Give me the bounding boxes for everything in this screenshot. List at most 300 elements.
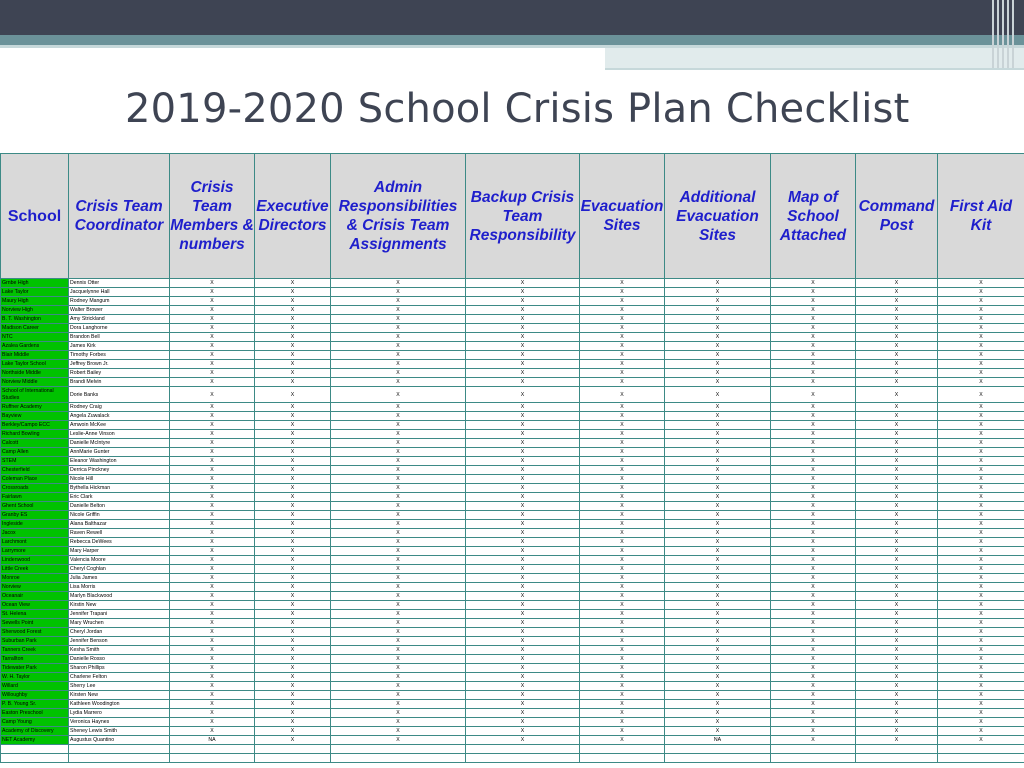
check-mark: X — [466, 333, 580, 342]
check-mark: X — [466, 646, 580, 655]
check-mark: X — [255, 457, 331, 466]
check-mark: X — [938, 691, 1024, 700]
check-mark: X — [665, 466, 771, 475]
check-mark: X — [466, 628, 580, 637]
check-mark: X — [665, 628, 771, 637]
school-name: Granby ES — [1, 511, 69, 520]
check-mark: X — [771, 628, 856, 637]
check-mark: X — [331, 583, 466, 592]
check-mark: X — [255, 439, 331, 448]
check-mark: X — [938, 439, 1024, 448]
table-row — [1, 583, 1024, 592]
empty-cell — [466, 745, 580, 754]
check-mark: X — [938, 403, 1024, 412]
check-mark: X — [938, 475, 1024, 484]
header-crisis-team-coordinator: Crisis Team Coordinator — [69, 154, 170, 279]
check-mark: X — [255, 556, 331, 565]
check-mark: X — [466, 556, 580, 565]
coordinator-name: AnnMarie Gunter — [69, 448, 170, 457]
check-mark: X — [255, 502, 331, 511]
check-mark: X — [580, 457, 665, 466]
check-mark: X — [170, 547, 255, 556]
check-mark: X — [771, 511, 856, 520]
check-mark: X — [665, 351, 771, 360]
coordinator-name: Dorie Banks — [69, 387, 170, 403]
coordinator-name: Lisa Morris — [69, 583, 170, 592]
check-mark: X — [466, 466, 580, 475]
coordinator-name: Angela Zuwalack — [69, 412, 170, 421]
table-row — [1, 369, 1024, 378]
check-mark: X — [938, 493, 1024, 502]
check-mark: X — [938, 279, 1024, 288]
table-row — [1, 673, 1024, 682]
coordinator-name: Mary Wruchen — [69, 619, 170, 628]
check-mark: X — [856, 342, 938, 351]
check-mark: X — [856, 369, 938, 378]
check-mark: X — [331, 387, 466, 403]
empty-cell — [580, 745, 665, 754]
check-mark: X — [170, 288, 255, 297]
check-mark: X — [856, 297, 938, 306]
check-mark: X — [938, 288, 1024, 297]
check-mark: X — [466, 484, 580, 493]
check-mark: X — [331, 592, 466, 601]
check-mark: X — [665, 691, 771, 700]
check-mark: X — [255, 430, 331, 439]
check-mark: X — [771, 736, 856, 745]
check-mark: X — [580, 655, 665, 664]
check-mark: X — [331, 448, 466, 457]
coordinator-name: Kesha Smith — [69, 646, 170, 655]
check-mark: X — [170, 556, 255, 565]
coordinator-name: Alana Balthazar — [69, 520, 170, 529]
check-mark: X — [938, 387, 1024, 403]
school-name: Willard — [1, 682, 69, 691]
table-row — [1, 502, 1024, 511]
check-mark: X — [665, 315, 771, 324]
check-mark: X — [331, 288, 466, 297]
check-mark: X — [938, 378, 1024, 387]
check-mark: X — [170, 421, 255, 430]
coordinator-name: Sharon Phillips — [69, 664, 170, 673]
check-mark: X — [771, 378, 856, 387]
check-mark: X — [255, 547, 331, 556]
check-mark: X — [170, 484, 255, 493]
school-name: Maury High — [1, 297, 69, 306]
check-mark: X — [331, 511, 466, 520]
check-mark: X — [771, 466, 856, 475]
check-mark: X — [580, 369, 665, 378]
check-mark: X — [580, 700, 665, 709]
school-name: Ocean View — [1, 601, 69, 610]
check-mark: X — [170, 279, 255, 288]
check-mark: X — [665, 475, 771, 484]
check-mark: X — [255, 360, 331, 369]
check-mark: X — [170, 637, 255, 646]
table-row — [1, 574, 1024, 583]
coordinator-name: Sherry Lee — [69, 682, 170, 691]
check-mark: X — [938, 709, 1024, 718]
check-mark: X — [771, 324, 856, 333]
check-mark: X — [771, 538, 856, 547]
empty-cell — [771, 745, 856, 754]
check-mark: X — [771, 637, 856, 646]
table-row — [1, 529, 1024, 538]
check-mark: X — [255, 412, 331, 421]
check-mark: X — [170, 601, 255, 610]
check-mark: X — [255, 466, 331, 475]
check-mark: X — [580, 520, 665, 529]
check-mark: X — [331, 439, 466, 448]
check-mark: X — [170, 538, 255, 547]
check-mark: X — [331, 342, 466, 351]
check-mark: X — [331, 360, 466, 369]
coordinator-name: Nicole Hill — [69, 475, 170, 484]
check-mark: X — [665, 457, 771, 466]
check-mark: X — [665, 369, 771, 378]
coordinator-name: Danielle Belton — [69, 502, 170, 511]
table-row — [1, 556, 1024, 565]
check-mark: X — [938, 619, 1024, 628]
check-mark: X — [170, 646, 255, 655]
check-mark: X — [170, 360, 255, 369]
check-mark: X — [771, 493, 856, 502]
table-row — [1, 547, 1024, 556]
empty-cell — [331, 745, 466, 754]
check-mark: X — [771, 583, 856, 592]
check-mark: X — [771, 574, 856, 583]
check-mark: X — [665, 520, 771, 529]
check-mark: X — [580, 601, 665, 610]
check-mark: X — [331, 727, 466, 736]
table-row — [1, 718, 1024, 727]
check-mark: X — [938, 333, 1024, 342]
check-mark: X — [856, 700, 938, 709]
header-admin-responsibilities: Admin Responsibilities & Crisis Team Assignments — [331, 154, 466, 279]
check-mark: X — [255, 306, 331, 315]
check-mark: X — [580, 360, 665, 369]
coordinator-name: Brandon Bell — [69, 333, 170, 342]
check-mark: X — [771, 421, 856, 430]
school-name: Blair Middle — [1, 351, 69, 360]
table-row — [1, 439, 1024, 448]
check-mark: X — [856, 315, 938, 324]
school-name: Bayview — [1, 412, 69, 421]
check-mark: X — [466, 439, 580, 448]
top-banner — [0, 0, 1024, 35]
empty-cell — [170, 745, 255, 754]
school-name: Little Creek — [1, 565, 69, 574]
check-mark: X — [665, 511, 771, 520]
check-mark: X — [771, 556, 856, 565]
check-mark: X — [331, 547, 466, 556]
check-mark: X — [331, 493, 466, 502]
check-mark: X — [255, 673, 331, 682]
coordinator-name: Jeffrey Brown Jr. — [69, 360, 170, 369]
check-mark: X — [856, 547, 938, 556]
check-mark: X — [771, 502, 856, 511]
check-mark: X — [331, 430, 466, 439]
check-mark: X — [255, 520, 331, 529]
school-name: Tanners Creek — [1, 646, 69, 655]
check-mark: X — [856, 360, 938, 369]
school-name: Crossroads — [1, 484, 69, 493]
check-mark: X — [170, 378, 255, 387]
check-mark: X — [856, 655, 938, 664]
check-mark: X — [170, 511, 255, 520]
coordinator-name: Lydia Marrero — [69, 709, 170, 718]
check-mark: X — [466, 448, 580, 457]
check-mark: X — [665, 529, 771, 538]
check-mark: X — [771, 297, 856, 306]
table-row — [1, 475, 1024, 484]
check-mark: X — [580, 315, 665, 324]
empty-cell — [255, 745, 331, 754]
check-mark: X — [856, 520, 938, 529]
coordinator-name: Jennifer Benson — [69, 637, 170, 646]
check-mark: X — [170, 610, 255, 619]
coordinator-name: Kathleen Woodington — [69, 700, 170, 709]
check-mark: X — [170, 718, 255, 727]
table-row — [1, 709, 1024, 718]
check-mark: X — [938, 511, 1024, 520]
check-mark: X — [856, 306, 938, 315]
school-name: Richard Bowling — [1, 430, 69, 439]
coordinator-name: Cheryl Jordan — [69, 628, 170, 637]
check-mark: NA — [170, 736, 255, 745]
check-mark: X — [255, 664, 331, 673]
check-mark: X — [856, 583, 938, 592]
check-mark: X — [938, 412, 1024, 421]
check-mark: X — [331, 646, 466, 655]
check-mark: X — [938, 583, 1024, 592]
check-mark: X — [580, 297, 665, 306]
check-mark: X — [856, 502, 938, 511]
check-mark: X — [938, 538, 1024, 547]
table-row — [1, 351, 1024, 360]
check-mark: X — [331, 466, 466, 475]
check-mark: X — [170, 700, 255, 709]
check-mark: X — [580, 637, 665, 646]
check-mark: X — [665, 619, 771, 628]
table-row — [1, 628, 1024, 637]
school-name: Ingleside — [1, 520, 69, 529]
header-crisis-team-members: Crisis Team Members & numbers — [170, 154, 255, 279]
check-mark: X — [771, 565, 856, 574]
check-mark: X — [580, 583, 665, 592]
coordinator-name: Jennifer Trapani — [69, 610, 170, 619]
check-mark: X — [170, 466, 255, 475]
check-mark: X — [938, 369, 1024, 378]
check-mark: X — [255, 529, 331, 538]
check-mark: X — [466, 619, 580, 628]
school-name: NTC — [1, 333, 69, 342]
check-mark: X — [466, 360, 580, 369]
check-mark: X — [580, 502, 665, 511]
check-mark: X — [466, 457, 580, 466]
check-mark: X — [466, 421, 580, 430]
school-name: Camp Allen — [1, 448, 69, 457]
check-mark: X — [580, 547, 665, 556]
slide-title: 2019-2020 School Crisis Plan Checklist — [125, 86, 910, 132]
check-mark: X — [255, 493, 331, 502]
check-mark: X — [665, 430, 771, 439]
school-name: Ghent School — [1, 502, 69, 511]
check-mark: X — [580, 619, 665, 628]
check-mark: X — [856, 333, 938, 342]
coordinator-name: Eleanor Washington — [69, 457, 170, 466]
check-mark: X — [331, 709, 466, 718]
check-mark: X — [665, 360, 771, 369]
check-mark: X — [466, 342, 580, 351]
check-mark: X — [938, 673, 1024, 682]
empty-cell — [580, 754, 665, 763]
table-row — [1, 333, 1024, 342]
check-mark: X — [665, 403, 771, 412]
check-mark: X — [255, 351, 331, 360]
table-row — [1, 565, 1024, 574]
table-row — [1, 520, 1024, 529]
check-mark: X — [466, 529, 580, 538]
check-mark: X — [580, 351, 665, 360]
coordinator-name: Robert Bailey — [69, 369, 170, 378]
check-mark: X — [665, 547, 771, 556]
check-mark: X — [255, 378, 331, 387]
table-row — [1, 421, 1024, 430]
check-mark: X — [255, 700, 331, 709]
check-mark: X — [170, 574, 255, 583]
check-mark: X — [580, 324, 665, 333]
school-name: Ruffner Academy — [1, 403, 69, 412]
check-mark: X — [938, 502, 1024, 511]
check-mark: X — [466, 493, 580, 502]
check-mark: X — [938, 664, 1024, 673]
check-mark: X — [938, 324, 1024, 333]
check-mark: X — [255, 297, 331, 306]
check-mark: X — [255, 709, 331, 718]
check-mark: X — [665, 306, 771, 315]
check-mark: X — [170, 333, 255, 342]
check-mark: X — [331, 297, 466, 306]
check-mark: X — [170, 664, 255, 673]
check-mark: X — [580, 511, 665, 520]
check-mark: X — [331, 691, 466, 700]
check-mark: X — [331, 700, 466, 709]
check-mark: X — [466, 601, 580, 610]
header-map-of-school: Map of School Attached — [771, 154, 856, 279]
check-mark: X — [466, 387, 580, 403]
coordinator-name: Kirstin New — [69, 601, 170, 610]
check-mark: X — [255, 601, 331, 610]
check-mark: X — [856, 421, 938, 430]
empty-cell — [466, 754, 580, 763]
check-mark: X — [856, 279, 938, 288]
check-mark: X — [856, 637, 938, 646]
check-mark: X — [580, 439, 665, 448]
school-name: Norview Middle — [1, 378, 69, 387]
check-mark: X — [771, 547, 856, 556]
check-mark: X — [580, 691, 665, 700]
table-row — [1, 511, 1024, 520]
header-command-post: Command Post — [856, 154, 938, 279]
check-mark: X — [938, 610, 1024, 619]
check-mark: X — [771, 351, 856, 360]
check-mark: X — [580, 378, 665, 387]
teal-band — [0, 35, 1024, 45]
check-mark: X — [331, 351, 466, 360]
check-mark: X — [771, 646, 856, 655]
check-mark: X — [856, 646, 938, 655]
check-mark: X — [856, 736, 938, 745]
check-mark: X — [255, 333, 331, 342]
check-mark: X — [856, 412, 938, 421]
check-mark: X — [331, 619, 466, 628]
school-name: St. Helena — [1, 610, 69, 619]
check-mark: X — [331, 655, 466, 664]
check-mark: X — [255, 387, 331, 403]
check-mark: X — [466, 592, 580, 601]
check-mark: X — [170, 439, 255, 448]
check-mark: X — [856, 556, 938, 565]
check-mark: X — [170, 315, 255, 324]
check-mark: X — [665, 556, 771, 565]
check-mark: X — [170, 655, 255, 664]
check-mark: X — [466, 583, 580, 592]
check-mark: X — [170, 412, 255, 421]
empty-cell — [856, 745, 938, 754]
check-mark: X — [466, 288, 580, 297]
check-mark: X — [771, 387, 856, 403]
check-mark: X — [665, 297, 771, 306]
check-mark: X — [170, 520, 255, 529]
coordinator-name: Nicole Griffin — [69, 511, 170, 520]
check-mark: X — [331, 315, 466, 324]
table-row — [1, 691, 1024, 700]
check-mark: X — [938, 466, 1024, 475]
check-mark: X — [466, 412, 580, 421]
check-mark: X — [771, 360, 856, 369]
decorative-stripes — [992, 0, 1024, 68]
empty-cell — [771, 754, 856, 763]
check-mark: X — [170, 493, 255, 502]
coordinator-name: Julia James — [69, 574, 170, 583]
empty-cell — [69, 745, 170, 754]
check-mark: X — [665, 448, 771, 457]
check-mark: X — [466, 664, 580, 673]
table-row — [1, 457, 1024, 466]
coordinator-name: Valencia Moore — [69, 556, 170, 565]
coordinator-name: Derrica Pinckney — [69, 466, 170, 475]
check-mark: X — [255, 646, 331, 655]
coordinator-name: Amy Strickland — [69, 315, 170, 324]
check-mark: X — [170, 342, 255, 351]
check-mark: X — [856, 288, 938, 297]
coordinator-name: Marlyn Blackwood — [69, 592, 170, 601]
check-mark: X — [938, 360, 1024, 369]
empty-cell — [69, 754, 170, 763]
coordinator-name: Mary Harper — [69, 547, 170, 556]
check-mark: X — [771, 439, 856, 448]
check-mark: X — [856, 511, 938, 520]
school-name: Camp Young — [1, 718, 69, 727]
coordinator-name: Dora Langhorne — [69, 324, 170, 333]
coordinator-name: James Kirk — [69, 342, 170, 351]
check-mark: X — [938, 727, 1024, 736]
check-mark: X — [580, 592, 665, 601]
check-mark: X — [856, 457, 938, 466]
coordinator-name: Amwoin McKee — [69, 421, 170, 430]
table-row — [1, 610, 1024, 619]
